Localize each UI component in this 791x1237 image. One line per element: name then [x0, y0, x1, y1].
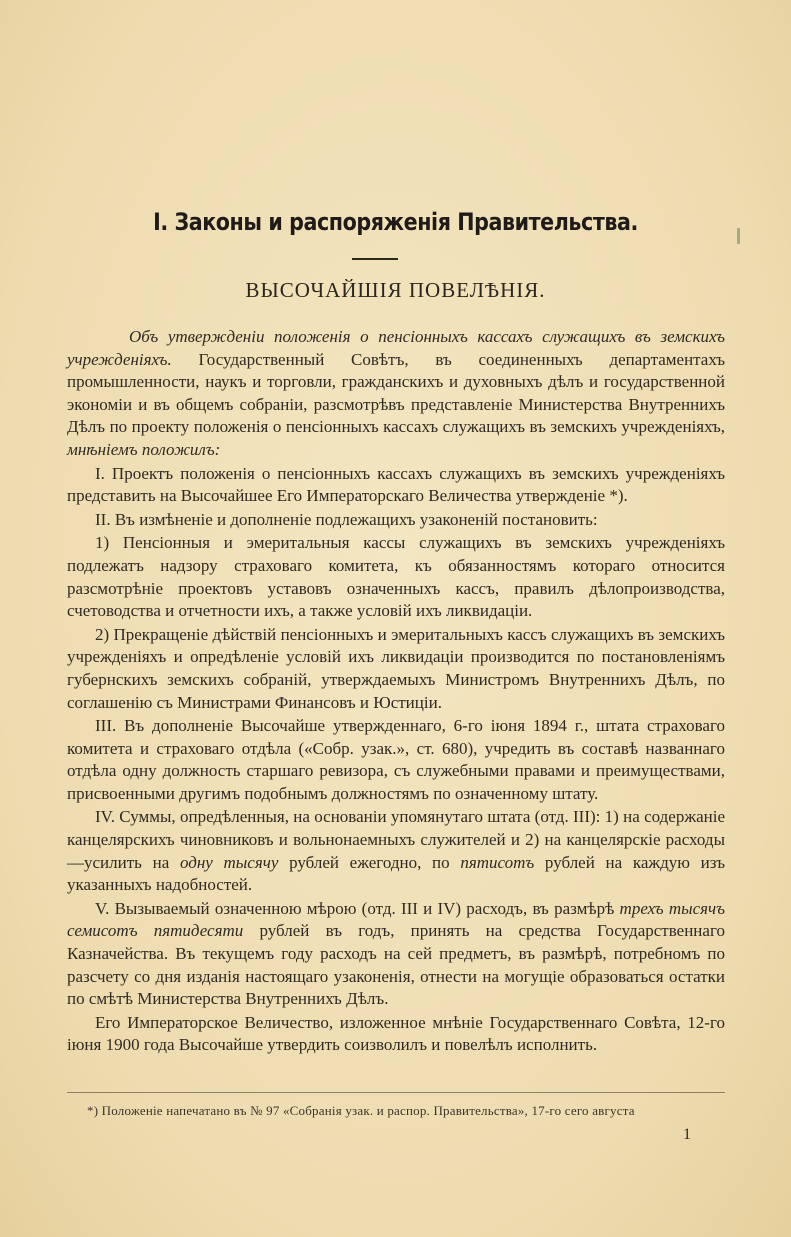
paragraph-item-1: 1) Пенсіонныя и эмеритальныя кассы служащихъ въ земскихъ учрежденіяхъ подлежатъ надзору страховаго комитета, къ обязанностямъ котораго относится разсмотрѣніе проектовъ уставовъ означенныхъ кассъ, правилъ дѣлопроизводства, счетоводства и отчетности ихъ, а также условій ихъ ликвидаціи.	[67, 533, 725, 621]
section-4-text-b: рублей ежегодно, по	[278, 852, 461, 872]
paragraph-section-5	[67, 898, 725, 1011]
section-4-amount-1: одну тысячу	[179, 852, 279, 872]
paragraph-item-2: 2) Прекращеніе дѣйствій пенсіонныхъ и эмеритальныхъ кассъ служащихъ въ земскихъ учрежденіяхъ и опредѣленіе условій ихъ ликвидаціи производится по постановленіямъ губернскихъ земскихъ собраній, утверждаемыхъ Министромъ Внутреннихъ Дѣлъ, по соглашенію съ Министрами Финансовъ и Юстиціи.	[67, 624, 725, 712]
footnote: *) Положеніе напечатано въ № 97 «Собранія узак. и распор. Правительства», 17-го сего августа	[87, 1103, 635, 1118]
body-text	[67, 326, 725, 1057]
margin-mark	[737, 228, 740, 244]
decree-resolution: мнѣніемъ положилъ:	[67, 439, 221, 459]
decree-title: Объ утвержденіи положенія о пенсіонныхъ кассахъ служащихъ въ земскихъ учрежденіяхъ.	[67, 327, 725, 369]
footnote-divider	[67, 1092, 725, 1093]
section-4-text-c: рублей на каждую изъ указанныхъ надобностей.	[67, 852, 725, 895]
paragraph-approval: Его Императорское Величество, изложенное мнѣніе Государственнаго Совѣта, 12-го іюня 1900 года Высочайше утвердить соизволилъ и повелѣлъ исполнить.	[67, 1012, 725, 1055]
section-5-amount: трехъ тысячъ семисотъ пятидесяти	[67, 898, 725, 941]
section-4-amount-2: пятисотъ	[460, 852, 535, 872]
page-number: 1	[683, 1126, 691, 1143]
heading-divider	[352, 258, 398, 260]
paragraph-section-2: II. Въ измѣненіе и дополненіе подлежащихъ узаконеній постановить:	[95, 509, 598, 529]
subheading: ВЫСОЧАЙШІЯ ПОВЕЛѢНІЯ.	[245, 278, 546, 302]
paragraph-section-3: III. Въ дополненіе Высочайше утвержденнаго, 6-го іюня 1894 г., штата страховаго комитета и страховаго отдѣла («Собр. узак.», ст. 680), учредить въ составѣ названнаго отдѣла одну должность старшаго ревизора, съ служебными правами и преимуществами, присвоенными другимъ подобнымъ должностямъ по означенному штату.	[67, 716, 725, 803]
paragraph-section-1: I. Проектъ положенія о пенсіонныхъ кассахъ служащихъ въ земскихъ учрежденіяхъ представить на Высочайшее Его Императорскаго Величества утвержденіе *).	[67, 463, 725, 506]
paragraph-section-4	[67, 806, 725, 896]
section-heading: I. Законы и распоряженія Правительства.	[153, 208, 638, 236]
section-4-text-a: IV. Суммы, опредѣленныя, на основаніи упомянутаго штата (отд. III): 1) на содержаніе канцелярскихъ чиновниковъ и вольнонаемныхъ служителей и 2) на канцелярскіе расходы—усилить на	[67, 807, 725, 872]
section-5-text-a: V. Вызываемый означенною мѣрою (отд. III и IV) расходъ, въ размѣрѣ	[95, 898, 620, 918]
decree-intro: Государственный Совѣтъ, въ соединенныхъ департаментахъ промышленности, наукъ и торговли, гражданскихъ и духовныхъ дѣлъ и государственной экономіи и въ общемъ собраніи, разсмотрѣвъ представленіе Министерства Внутреннихъ Дѣлъ по проекту положенія о пенсіонныхъ кассахъ служащихъ въ земскихъ учрежденіяхъ,	[67, 349, 725, 437]
section-5-text-b: рублей въ годъ, принять на средства Государственнаго Казначейства. Въ текущемъ году расходъ на сей предметъ, въ размѣрѣ, потребномъ по разсчету со дня изданія настоящаго узаконенія, отнести на могущіе образоваться остатки по смѣтѣ Министерства Внутреннихъ Дѣлъ.	[67, 921, 725, 1009]
paragraph-1	[67, 326, 725, 462]
